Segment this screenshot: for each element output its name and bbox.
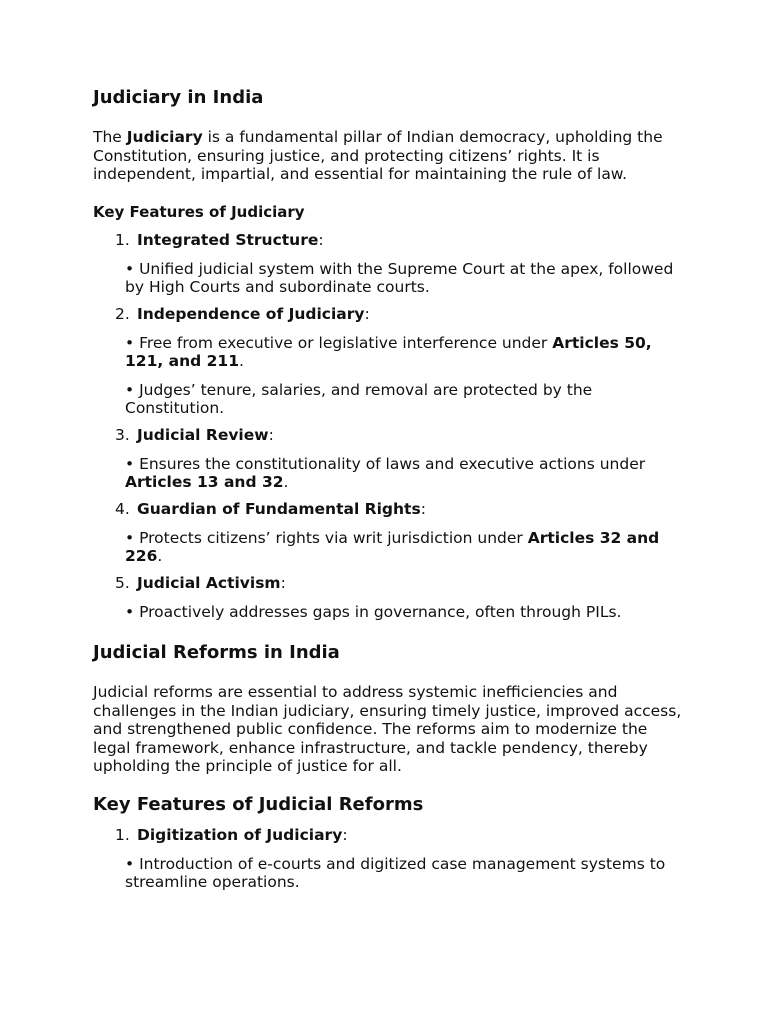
bullet-text: • Proactively addresses gaps in governance, often through PILs. [125, 602, 622, 621]
features-item-1 [93, 231, 683, 297]
list-number: 4. [115, 499, 130, 518]
item-title-colon: : [420, 499, 426, 518]
item-title-colon: : [318, 230, 324, 249]
bullet-text: • Judges’ tenure, salaries, and removal are protected by the Constitution. [125, 380, 593, 417]
bullet-point [125, 260, 683, 297]
item-title-colon: : [342, 825, 348, 844]
bullet-bold-text: Articles 50, 121, and 211 [125, 333, 652, 370]
item-title-text: Judicial Activism [137, 573, 281, 592]
intro-bold-term: Judiciary [126, 128, 203, 146]
page-title: Judiciary in India [93, 87, 264, 108]
item-title-colon: : [364, 304, 370, 323]
item-title-text: Digitization of Judiciary [137, 825, 343, 844]
bullet-bold-text: Articles 32 and 226 [125, 528, 660, 565]
bullet-text-end: . [157, 547, 163, 565]
bullet-point [125, 381, 683, 418]
reforms_features-item-1 [93, 826, 683, 892]
item-title-text: Independence of Judiciary [137, 304, 365, 323]
list-number: 1. [115, 230, 130, 249]
bullet-point [125, 334, 683, 371]
features-heading: Key Features of Judiciary [93, 202, 305, 221]
bullet-text-end: . [238, 352, 244, 370]
features-list [93, 231, 683, 622]
reforms-title: Judicial Reforms in India [93, 642, 340, 663]
bullet-text: • Introduction of e-courts and digitized case management systems to streamline operations. [125, 854, 666, 891]
intro-text-2: is a fundamental pillar of Indian democracy, upholding the Constitution, ensuring justice, and protecting citizens’ rights. It is independent, impartial, and essential for maintaining the rule of law. [93, 128, 663, 183]
item-title-text: Guardian of Fundamental Rights [137, 499, 421, 518]
item-title-colon: : [268, 425, 274, 444]
list-number: 1. [115, 825, 130, 844]
reforms-features-heading: Key Features of Judicial Reforms [93, 793, 424, 815]
bullet-text-end: . [283, 473, 289, 491]
reforms-intro-paragraph: Judicial reforms are essential to address systemic inefficiencies and challenges in the Indian judiciary, ensuring timely justice, improved access, and strengthened public confidence. The reforms aim to modernize the legal framework, enhance infrastructure, and tackle pendency, thereby upholding the principle of justice for all. [93, 683, 682, 775]
features-item-4 [93, 500, 683, 566]
bullet-text: • Unified judicial system with the Supreme Court at the apex, followed by High Courts and subordinate courts. [125, 259, 674, 296]
bullet-point [125, 855, 683, 892]
features-item-5 [93, 574, 683, 622]
intro-text-1: The [93, 128, 127, 146]
features-item-2 [93, 305, 683, 418]
list-number: 3. [115, 425, 130, 444]
list-number: 2. [115, 304, 130, 323]
features-item-title [93, 305, 683, 324]
bullet-text: • Ensures the constitutionality of laws and executive actions under [125, 454, 646, 473]
bullet-point [125, 455, 683, 492]
features-item-title [93, 500, 683, 519]
features-item-title [93, 231, 683, 250]
intro-paragraph [93, 128, 683, 184]
item-title-text: Integrated Structure [137, 230, 319, 249]
reforms_features-item-title [93, 826, 683, 845]
features-item-title [93, 574, 683, 593]
item-title-text: Judicial Review [137, 425, 269, 444]
bullet-text: • Protects citizens’ rights via writ jurisdiction under [125, 528, 528, 547]
list-number: 5. [115, 573, 130, 592]
features-item-3 [93, 426, 683, 492]
bullet-point [125, 529, 683, 566]
bullet-text: • Free from executive or legislative interference under [125, 333, 553, 352]
reforms-features-list [93, 826, 683, 892]
bullet-bold-text: Articles 13 and 32 [125, 473, 284, 491]
document-page [93, 84, 683, 892]
bullet-point [125, 603, 683, 622]
item-title-colon: : [280, 573, 286, 592]
features-item-title [93, 426, 683, 445]
